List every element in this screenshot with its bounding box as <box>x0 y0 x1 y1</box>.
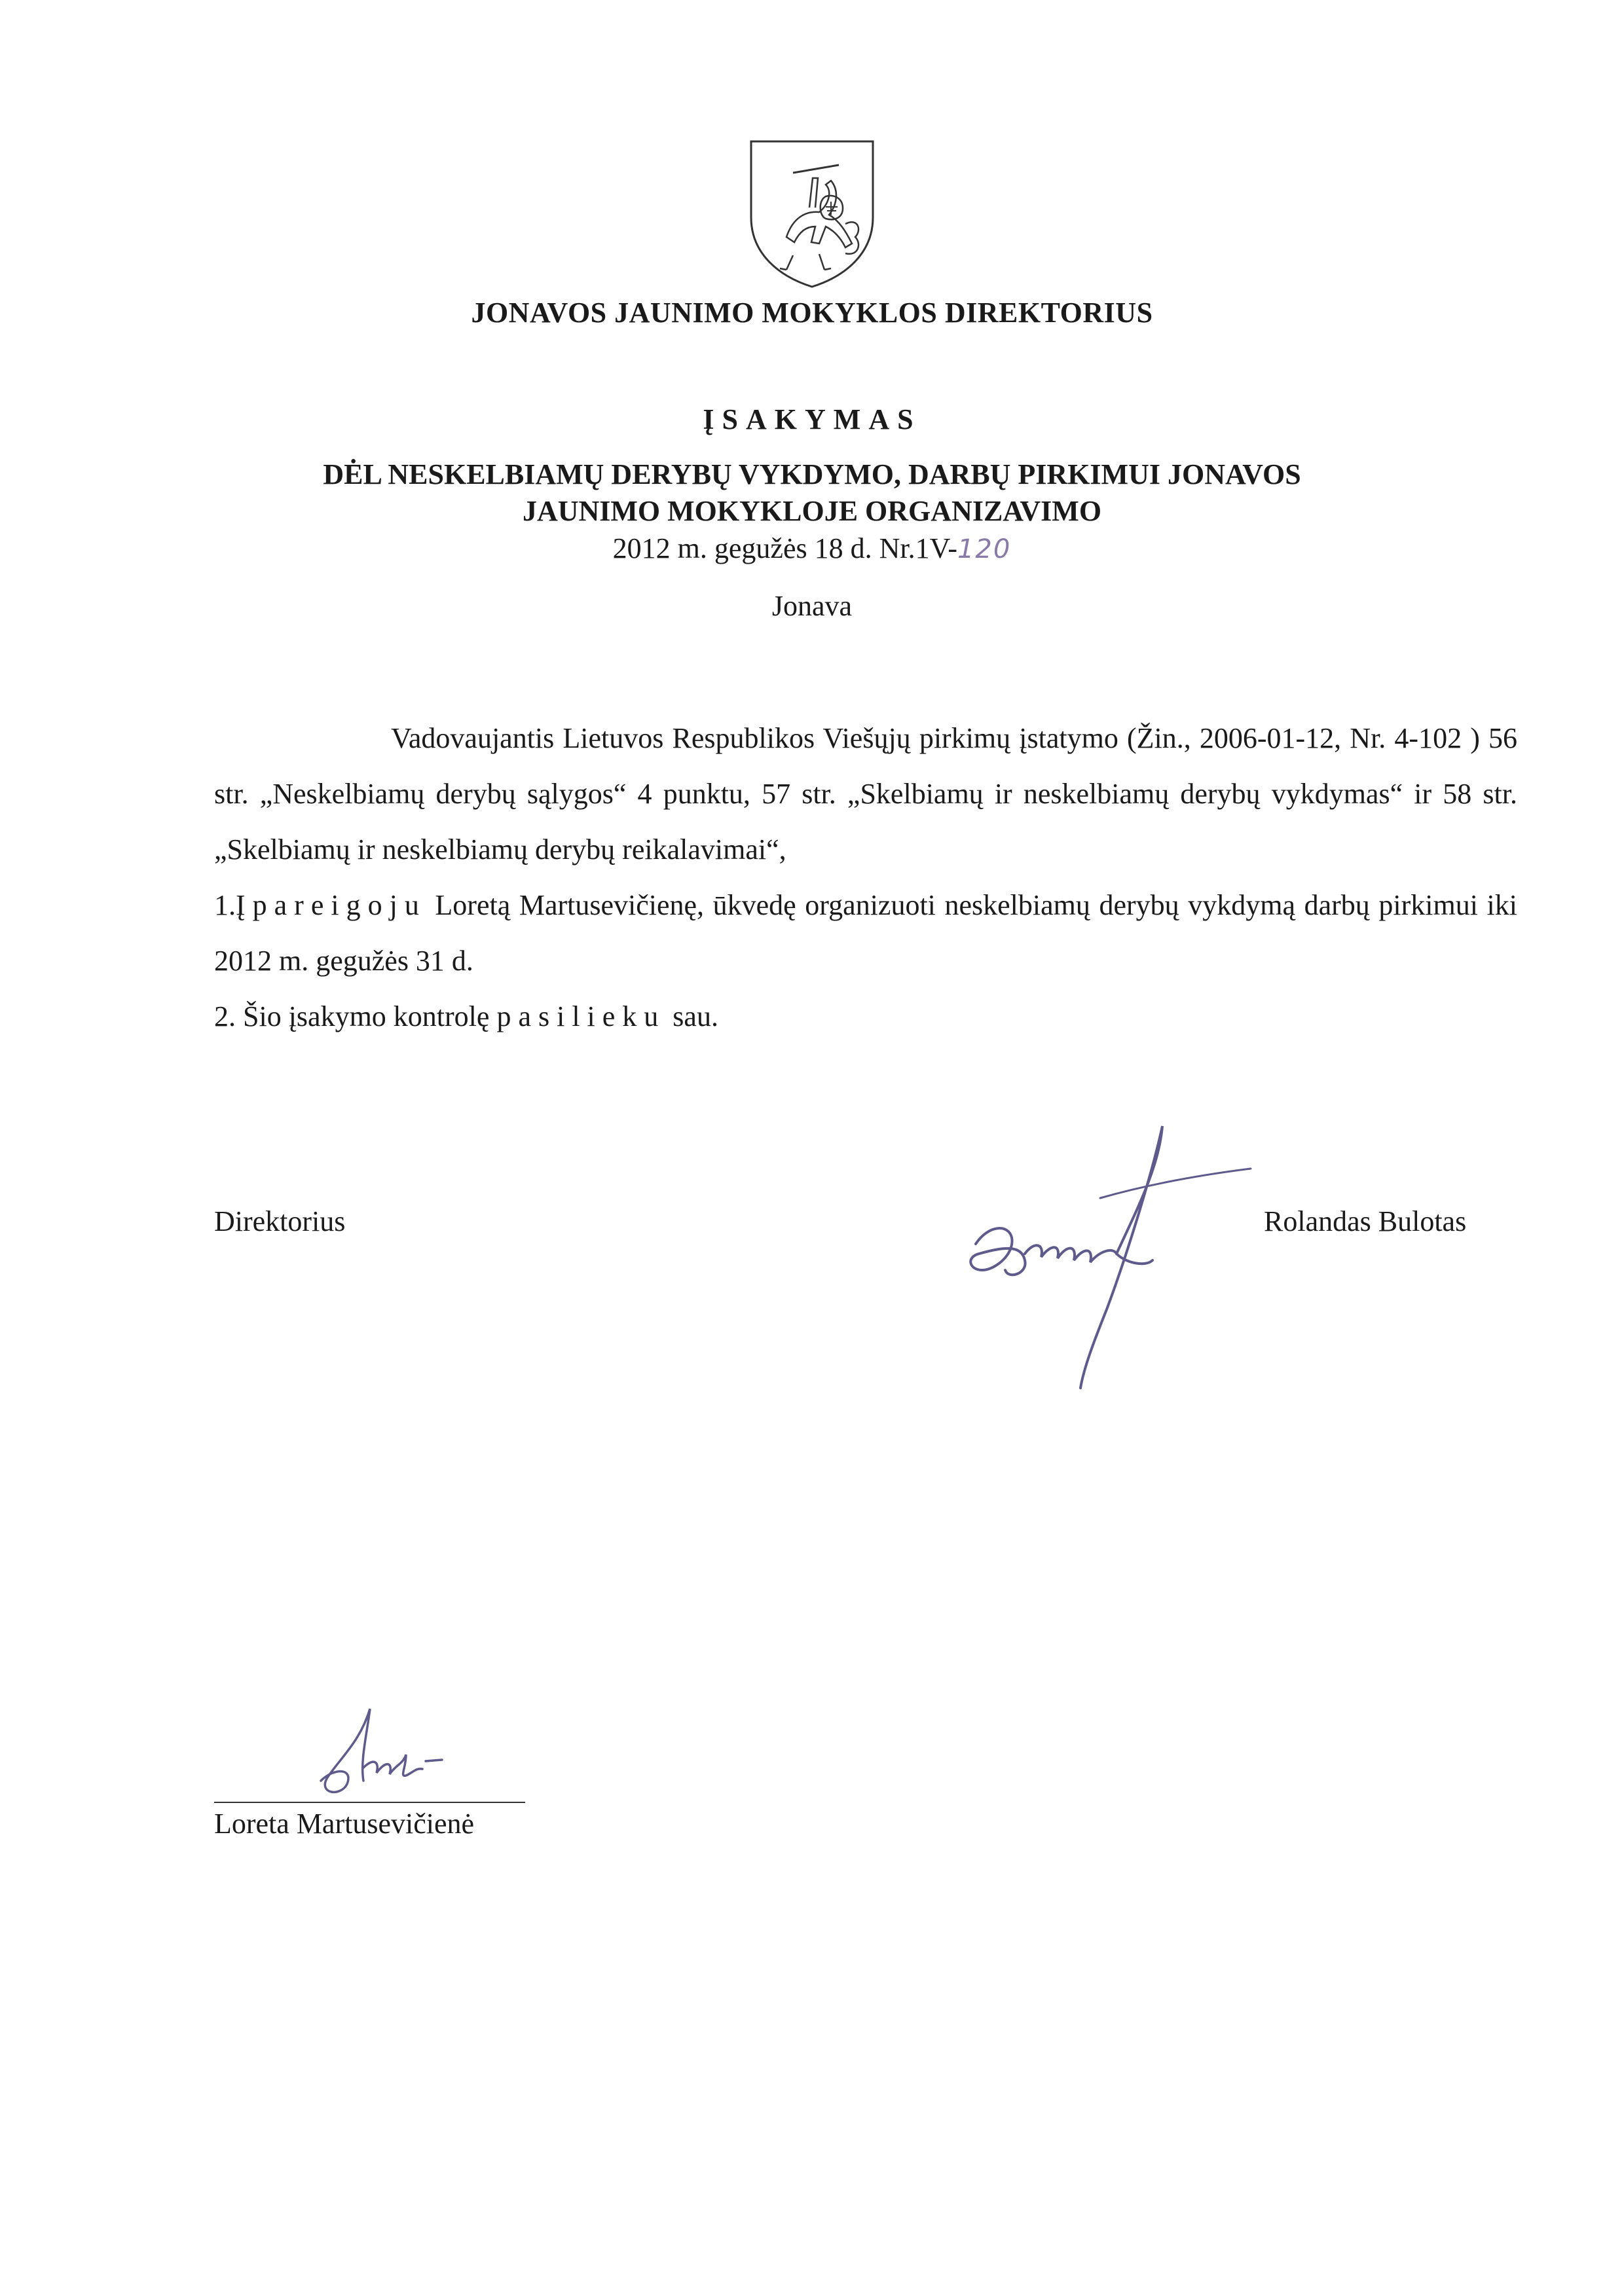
place-of-issue: Jonava <box>771 590 853 622</box>
order-item-2 <box>214 989 1517 1044</box>
signer-name: Rolandas Bulotas <box>1264 1205 1467 1237</box>
document-title-line-2: JAUNIMO MOKYKLOJE ORGANIZAVIMO <box>522 495 1102 527</box>
order-item-2-text-start: 2. Šio įsakymo kontrolę <box>214 1000 497 1032</box>
acknowledgement-name: Loreta Martusevičienė <box>214 1808 475 1840</box>
order-item-2-verb: pasilieku <box>496 1000 666 1032</box>
document-type-heading: ĮSAKYMAS <box>703 403 921 435</box>
date-and-number-prefix: 2012 m. gegužės 18 d. Nr.1V- <box>612 532 957 564</box>
document-title-line-1: DĖL NESKELBIAMŲ DERYBŲ VYKDYMO, DARBŲ PIRKIMUI JONAVOS <box>323 458 1301 490</box>
signer-role: Direktorius <box>214 1205 346 1237</box>
order-item-2-text-end: sau. <box>665 1000 718 1032</box>
order-item-1-number: 1. <box>214 889 236 921</box>
acknowledgement-signature-icon <box>308 1702 458 1800</box>
order-item-1-verb: Įpareigoju <box>236 889 426 921</box>
date-and-number-line <box>0 532 1624 565</box>
institution-heading: JONAVOS JAUNIMO MOKYKLOS DIREKTORIUS <box>471 297 1153 329</box>
coat-of-arms-icon <box>747 139 877 289</box>
order-item-1-text: Loretą Martusevičienę, ūkvedę organizuoti neskelbiamų derybų vykdymą darbų pirkimui iki 2012 m. gegužės 31 d. <box>214 889 1517 977</box>
director-signature-icon <box>950 1113 1264 1401</box>
document-title <box>0 456 1624 530</box>
preamble-paragraph: Vadovaujantis Lietuvos Respublikos Viešųjų pirkimų įstatymo (Žin., 2006-01-12, Nr. 4-102 ) 56 str. „Neskelbiamų derybų sąlygos“ 4 punktu, 57 str. „Skelbiamų ir neskelbiamų derybų vykdymas“ ir 58 str. „Skelbiamų ir neskelbiamų derybų reikalavimai“, <box>214 722 1517 866</box>
handwritten-document-number: 120 <box>957 534 1012 564</box>
acknowledgement-signature-line <box>214 1802 525 1803</box>
order-item-1 <box>214 877 1517 989</box>
